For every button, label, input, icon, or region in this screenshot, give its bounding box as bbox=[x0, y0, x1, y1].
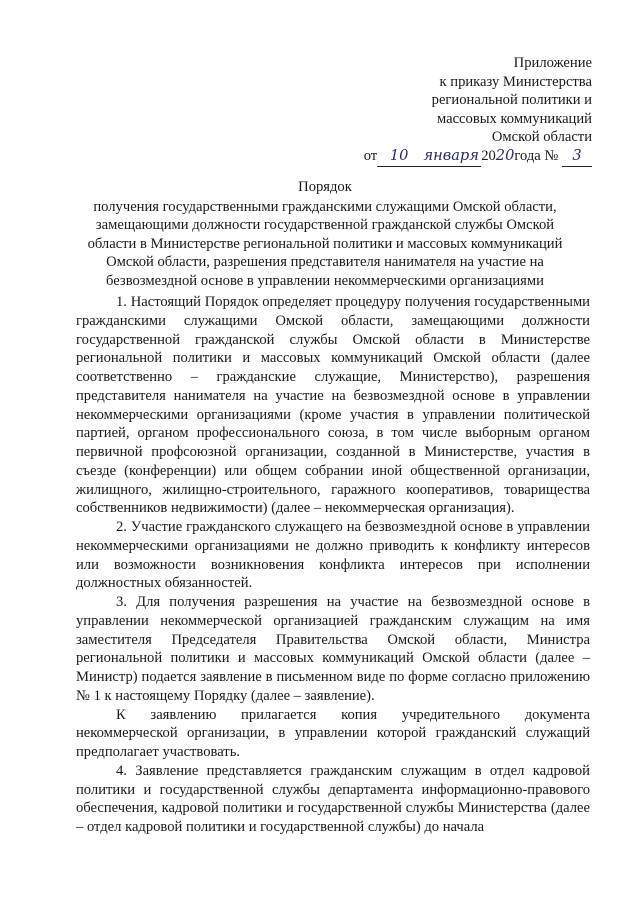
paragraph-3-attachment: К заявлению прилагается копия учредительного документа некоммерческой организации, в управлении которой гражданский служащий предполагает участвовать. bbox=[76, 706, 590, 760]
paragraph-1: 1. Настоящий Порядок определяет процедуру получения государственными гражданскими служащими Омской области, замещающими должности государственной гражданской службы Омской области в Министерстве региональной политики и массовых коммуникаций Омской области (далее соответственно – гражданские служащие, Министерство), разрешения представителя нанимателя на участие на безвозмездной основе в управлении некоммерческими организациями (кроме участия в управлении политической партией, органом профессионального союза, в том числе выборным органом первичной профсоюзной организации, созданной в Министерстве, участия в съезде (конференции) или общем собрании иной общественной организации, жилищного, жилищно-строительного, гаражного кооперативов, товарищества собственников недвижимости) (далее – некоммерческая организация). bbox=[76, 294, 590, 517]
paragraph-3: 3. Для получения разрешения на участие на безвозмездной основе в управлении некоммерческой организацией гражданским служащим на имя заместителя Председателя Правительства Омской области, Министра региональной политики и массовых коммуникаций Омской области (далее – Министр) подается заявление в письменном виде по форме согласно приложению № 1 к настоящему Порядку (далее – заявление). bbox=[76, 594, 590, 704]
paragraph-2: 2. Участие гражданского служащего на безвозмездной основе в управлении некоммерческими организациями не должно приводить к конфликту интересов или возможности возникновения конфликта интересов при исполнении должностных обязанностей. bbox=[76, 519, 590, 592]
title-line: замещающими должности государственной гражданской службы Омской bbox=[95, 217, 555, 234]
header-order-ref: к приказу Министерства bbox=[439, 73, 592, 90]
handwritten-day: 10 bbox=[389, 146, 409, 164]
handwritten-month: января bbox=[423, 146, 479, 164]
title-line: области в Министерстве региональной политики и массовых коммуникаций bbox=[87, 235, 563, 252]
header-region: Омской области bbox=[491, 129, 592, 146]
header-appendix-label: Приложение bbox=[513, 55, 592, 71]
title-line: Омской области, разрешения представителя нанимателя на участие на bbox=[106, 254, 544, 271]
header-ministry-line: региональной политики и bbox=[431, 92, 592, 109]
handwritten-year: 20 bbox=[495, 146, 515, 164]
title-line: получения государственными гражданскими служащими Омской области, bbox=[93, 198, 557, 215]
date-year-prefix: 20 bbox=[481, 147, 496, 164]
document-title bbox=[55, 178, 595, 291]
header-ministry-line-2: массовых коммуникаций bbox=[436, 110, 592, 127]
title-word: Порядок bbox=[298, 179, 352, 195]
date-suffix: года № bbox=[514, 147, 559, 164]
paragraph-4: 4. Заявление представляется гражданским служащим в отдел кадровой политики и государственной службы департамента информационно-правового обеспечения, кадровой политики и государственной службы Министерства (далее – отдел кадровой политики и государственной службы) до начала bbox=[76, 762, 590, 835]
header-date-line bbox=[332, 147, 592, 167]
title-line: безвозмездной основе в управлении некоммерческими организациями bbox=[106, 272, 544, 289]
date-prefix: от bbox=[363, 147, 378, 164]
document-header bbox=[332, 54, 592, 167]
handwritten-order-number: 3 bbox=[572, 146, 582, 164]
document-body bbox=[76, 293, 590, 837]
